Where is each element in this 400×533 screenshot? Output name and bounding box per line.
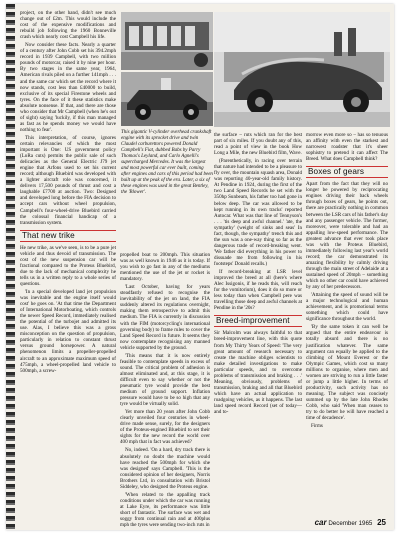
page-number: 25 [377, 518, 386, 527]
magazine-page [6, 4, 394, 530]
vintage-car-photo [121, 72, 213, 126]
paragraph: the surface – ruts which ran for the best part of six miles. If you doubt any of this, read a point of view in the book How Long a Mile, the new Bluebird film, Wave. [214, 132, 302, 157]
article-column-3 [214, 132, 302, 417]
paragraph: 'When related to the appalling track conditions under which the car was running at Lake Eyre, its performance was little short of fantastic. The surface was wet and soggy from continual rain and at 400plus mph the tyres were sending two-inch ruts in [120, 491, 210, 529]
photo-caption: This gigantic V-cylinder overhead crankshaft engine with its sprocket drive and twin Claudel carburettors powered Donald Campbell's Fiat, dubbed Babs by Parry Thomas's Leyland, and Carlo Agnelli's supercharged Mercedes. It was the largest and most powerful car ever built, coming after engines and cars of this period had been built up at the peak of the era. Later, a six of these engines was used in the great Bentley, the 'Blower'. [121, 130, 213, 195]
article-column-2 [120, 252, 210, 530]
record-car-photo [214, 12, 390, 127]
engine-photo [121, 12, 213, 70]
spiral-binding [6, 4, 15, 530]
paragraph: 'In a special developed land jet propulsion was inevitable and the engine itself would cost' he goes on. 'At that time the Department of International Motorboating, which controls the newer Speed Record, immediately realised the potential of the turbojet and admitted its use. Alas, I believe this was a gross misconception on the question of propulsion, particularly in relation to constant thrust versus ground horsepower. A natural phenomenon limits a propeller-propelled aircraft to an approximate maximum speed of 475mph, a wheel-propelled land vehicle to 500mph, a screw- [20, 289, 116, 374]
paragraph: 'Last October, having for years steadfastly refused to recognise the inevitability of the jet on land, the FIA suddenly altered its regulations overnight, making them retrospective to admit this medium. The FIA is currently in discussion with the FIM (motorcycling's international governing body) to frame rules to cover the Land Speed Record in future. It seems they now contemplate recognising any manned vehicle supported by the ground. [120, 284, 210, 351]
section-heading: Boxes of gears [306, 166, 388, 178]
paragraph: He new trike, as we've seen, is to be a pure jet vehicle and thus devoid of transmission. The cost of the new suspension car will be fractional compared to the Proteus Bluebird, due to the lack of mechanical complexity he tells us in a written reply to a whole series of questions. [20, 244, 116, 287]
paragraph: Now consider these facts. Nearly a quarter of a century after John Cobb set his 394.2mph record in 1939 Campbell, with two million pounds of motorcar, raised it by nine per hour. By two stages in the same year, 1964, American rivals piled on a further 141mph . . . and the same car which set the record where it now stands, cost less than £40000 to build, exclusive of its special Firestone wheels and tyres. On the face of it these statistics make absolute nonsense. If that, and there are those who consider that Mr Campbell (when he's out of sight) saying 'luckily, if this man managed as fast as he spends money we would have nothing to fear'. [20, 42, 116, 133]
paragraph: This interpretation, of course, ignores certain relevancies of which the most important is One: US government policy (LoRa cuts) permits the public sale of such delicacies as the General Electric J79 jet engine that Arfons used to set his current record; although Bluebird was developed with a lighter aircraft role was concerned, it delivers 17,500 pounds of thrust and cost a laughable £7700 at auction. Two: Designed and developed long before the FIA decision to accept cars without wheel propulsion, Campbell's four-wheel-drive Bluebird carried the colossal financial handicap of a transmission system. [20, 134, 116, 226]
page-footer [315, 518, 386, 527]
section-heading: Breed-improvement [214, 315, 302, 327]
paragraph: (Parenthetically, in racing over terrain that nature had intended to be a pleasure to fly over, the mountain squash area, Donald was reporting 40-year-old family history. At Pendine in 1924, during the first of the two Land Speed Records he set with the 350hp Sunbeam, his father too had gone in below deep. The car was allowed to be kept running in its own tracks' reported Autocar. What was that line of Tennyson's . . . 'tis deep and awful channel.' 'ate, the sympathy' (weight of sinks and seas' In fact, though, the sympathy' trench this and the sun was a one-way thing so far as the dangerous trade of record-breaking went. 'We father did everything in his power to dissuade me from following in his footsteps' Donald recalls.) [214, 158, 302, 267]
paragraph: project, on the other hand, didn't see much change out of £2m. This would include the cost of the expensive modifications and rebuild job following the 1960 Bonneville crash which nearly cost Campbell his life. [20, 10, 116, 41]
paragraph: morrow even more so – has so tenuous an affinity with even the starkest and narrowest roadster that it's sheer sophistry to pretend it can affect The Breed. What does Campbell think? [306, 132, 388, 163]
paragraph: 'By the same token it can well be argued that the entire endeavour is totally absurd and there is no justification whatever. The same argument can equally be applied to the climbing of Mount Everest or the Olympic Games, which cost so many millions to organise, where men and women are striving to run a little faster or jump a little higher. In terms of productivity, such activity has no meaning. The subject was concisely summed up by the late John Rhodes Cobb, who said 'When man ceases to try to do better he will have reached a time of decadence'. [306, 324, 388, 422]
article-column-4 [306, 132, 388, 431]
magazine-name: car [314, 518, 327, 527]
article-column-1 [20, 10, 116, 376]
paragraph: Yet more than 20 years after John Cobb clearly unveiled four centuries in wheel-drive made sense, surely, for the designers of the Proteus-engined Bluebird to set their sights for the new record the world over 400 mph that in fact was achieved? [120, 409, 210, 446]
paragraph: 'Attaining the speed of sound will be a major technological and human achievement, and is promotional terms something which could have significance throughout the world. [306, 292, 388, 323]
paragraph: 'This means that it is now entirely feasible to contemplate speeds in excess of sound. The critical problem of adhesion is almost eliminated and, at this stage, it is difficult even to say whether or not the pneumatic tyre would provide the best medium of ground support. Inflation pressure would have to be so high that any tyre would be virtually solid. [120, 352, 210, 408]
issue-date: December 1965 [328, 520, 373, 527]
paragraph: Apart from the fact that they will no longer be powered by reciprocating engines driving their back wheels through boxes of gears, he points out, there are practically nothing in common between the LSR cars of his father's day and any passenger vehicle. The former, moreover, were tolerable and had an appalling low-speed performance. The greatest advance that ever took place was with the Proteus Bluebird, immediately following last year's world record; the car demonstrated its amazing flexibility by calmly driving through the main street of Adelaide at a sustained speed of 20mph – something which no other car could have achieved by any of her predecessors. [306, 181, 388, 291]
paragraph: Firms [311, 423, 323, 430]
paragraph: No, indeed. 'On a hard, dry track there is absolutely no doubt the machine would have reached the 500mph for which she was designed' says Campbell. 'This is the considered opinion of her designers, Norris Brothers Ltd, in consultation with Bristol Siddeley, who designed the Proteus engine. [120, 447, 210, 490]
section-heading: That new trike [20, 230, 116, 242]
paragraph: If record-breaking at LSR level improved the breed at all (here's where Alec Issigonis, if he reads this, will reach for the vomitorium), does it do so more or less today than when Campbell pere was travelling those deep and awful channels at Pendine in the '20s? [214, 269, 302, 312]
paragraph: Sir Malcolm was always faithful to that breed-improvement line, with this quote from My Thirty Years of Speed: 'The very great amount of research necessary to create the machine obliges scientists to make detailed investigations to make particular speeds, and to overcome problems of transmission and braking . . .' Meaning, obviously, problems of transmission, braking and all that Bluebird which have an actual application to roadgoing vehicles, as it happens. The last land speed record Record (set of today—and to- [214, 330, 302, 416]
paragraph: propelled boat to 200mph. This situation was as well known in 1946 as it is today. If you wish to go fast in any of the mediums mentioned the use of the jet or rocket is mandatory. [120, 252, 210, 283]
